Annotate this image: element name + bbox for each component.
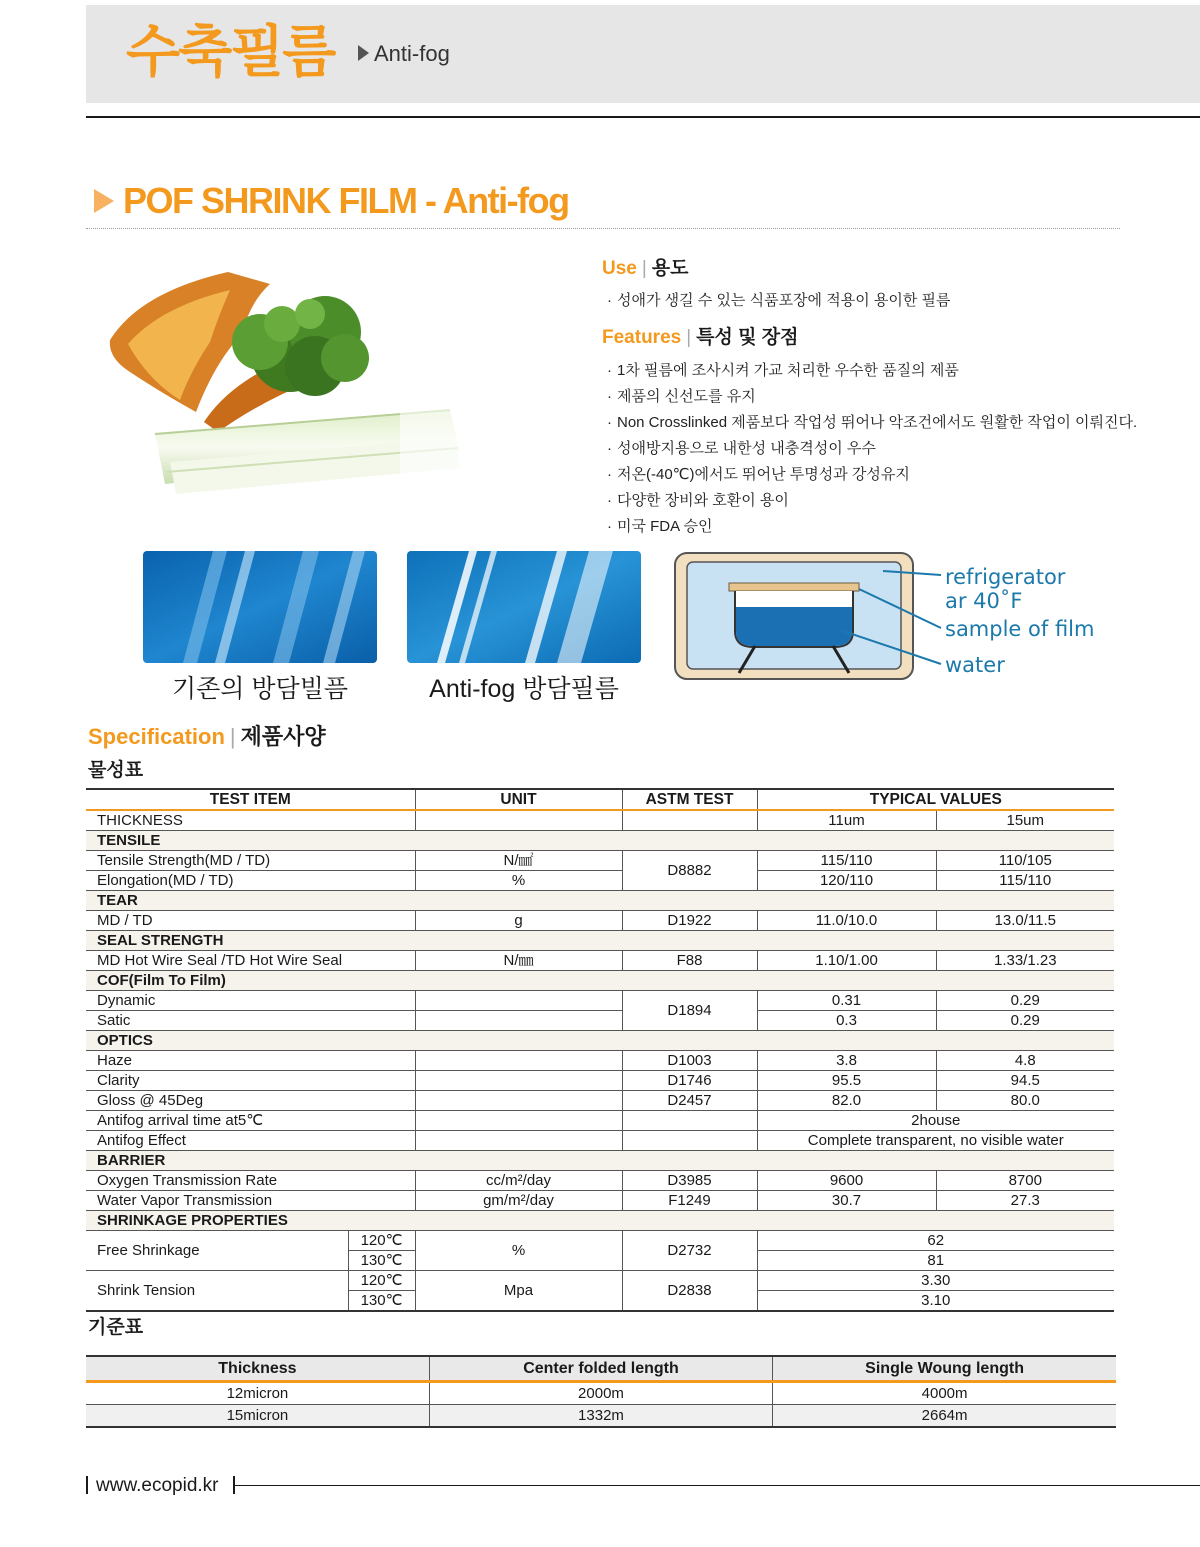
- table-header-row: Thickness Center folded length Single Woung length: [86, 1356, 1116, 1382]
- use-heading: Use | 용도: [602, 258, 689, 279]
- header-astm: ASTM TEST: [622, 789, 757, 810]
- table-row: Haze D1003 3.8 4.8: [86, 1051, 1114, 1071]
- table-category-row: TENSILE: [86, 831, 1114, 851]
- use-heading-en: Use: [602, 258, 637, 279]
- feature-item: · 제품의 신선도를 유지: [607, 387, 756, 407]
- header-typical-values: TYPICAL VALUES: [757, 789, 1114, 810]
- features-heading-en: Features: [602, 327, 682, 348]
- page-title: 수축필름: [126, 20, 335, 85]
- table-row: Free Shrinkage 120℃ % D2732 62: [86, 1231, 1114, 1251]
- table-category-row: SEAL STRENGTH: [86, 931, 1114, 951]
- table-row: 130℃ 3.10: [86, 1291, 1114, 1312]
- triangle-right-icon: [94, 189, 114, 213]
- vegetables-photo: [100, 262, 500, 502]
- section-title: POF SHRINK FILM - Anti-fog: [123, 180, 569, 221]
- use-item: · 성애가 생길 수 있는 식품포장에 적용이 용이한 필름: [607, 291, 950, 311]
- spec-heading-kr: 제품사양: [240, 724, 326, 749]
- conventional-film-caption: 기존의 방담빌픔: [172, 675, 348, 703]
- antifog-film-caption: Anti-fog 방담필름: [429, 675, 619, 703]
- standards-table: [86, 1355, 1116, 1428]
- refrigerator-diagram: [673, 551, 963, 683]
- spec-heading-en: Specification: [88, 724, 225, 749]
- table-category-row: OPTICS: [86, 1031, 1114, 1051]
- table-row: Gloss @ 45Deg D2457 82.0 80.0: [86, 1091, 1114, 1111]
- table-row: Dynamic D1894 0.31 0.29: [86, 991, 1114, 1011]
- table-row: Water Vapor Transmission gm/m²/day F1249 30.7 27.3: [86, 1191, 1114, 1211]
- conventional-film-image: [143, 551, 377, 663]
- table-category-row: TEAR: [86, 891, 1114, 911]
- table-category-row: COF(Film To Film): [86, 971, 1114, 991]
- table-row: Oxygen Transmission Rate cc/m²/day D3985 9600 8700: [86, 1171, 1114, 1191]
- table-row: Clarity D1746 95.5 94.5: [86, 1071, 1114, 1091]
- diagram-label-sample: sample of film: [945, 617, 1095, 641]
- table-row: Shrink Tension 120℃ Mpa D2838 3.30: [86, 1271, 1114, 1291]
- table-row: Satic 0.3 0.29: [86, 1011, 1114, 1031]
- feature-item: · 미국 FDA 승인: [607, 517, 712, 537]
- feature-item: · Non Crosslinked 제품보다 작업성 뛰어나 악조건에서도 원활한 작업이 이뤄진다.: [607, 413, 1137, 433]
- table-row: Antifog Effect Complete transparent, no visible water: [86, 1131, 1114, 1151]
- table-row: Tensile Strength(MD / TD) N/㎟ D8882 115/110 110/105: [86, 851, 1114, 871]
- table-category-row: SHRINKAGE PROPERTIES: [86, 1211, 1114, 1231]
- table-row: 130℃ 81: [86, 1251, 1114, 1271]
- table-row: MD / TD g D1922 11.0/10.0 13.0/11.5: [86, 911, 1114, 931]
- feature-item: · 1차 필름에 조사시켜 가교 처리한 우수한 품질의 제품: [607, 361, 959, 381]
- table-category-row: BARRIER: [86, 1151, 1114, 1171]
- feature-item: · 다양한 장비와 호환이 용이: [607, 491, 789, 511]
- diagram-label-refrigerator: refrigerator: [945, 565, 1066, 589]
- std-table-title: 기준표: [88, 1317, 144, 1338]
- footer-url: www.ecopid.kr: [96, 1475, 219, 1496]
- properties-table: [86, 788, 1114, 1312]
- section-divider: [86, 228, 1120, 229]
- diagram-label-temperature: ar 40˚F: [945, 589, 1023, 613]
- table-row: 12micron 2000m 4000m: [86, 1382, 1116, 1405]
- header-test-item: TEST ITEM: [86, 789, 415, 810]
- table-row: MD Hot Wire Seal /TD Hot Wire Seal N/㎜ F88 1.10/1.00 1.33/1.23: [86, 951, 1114, 971]
- table-row: Antifog arrival time at5℃ 2house: [86, 1111, 1114, 1131]
- features-heading: Features | 특성 및 장점: [602, 327, 799, 348]
- footer-rule: [235, 1485, 1200, 1486]
- table-row: 15micron 1332m 2664m: [86, 1405, 1116, 1428]
- header-rule: [86, 116, 1200, 118]
- footer-bar: [86, 1476, 88, 1494]
- feature-item: · 저온(-40℃)에서도 뛰어난 투명성과 강성유지: [607, 465, 910, 485]
- triangle-right-icon: [358, 45, 369, 61]
- table-header-row: [86, 789, 1114, 810]
- page-subtitle: Anti-fog: [374, 41, 450, 66]
- spec-heading: Specification | 제품사양: [88, 724, 326, 749]
- diagram-label-water: water: [945, 653, 1005, 677]
- header-unit: UNIT: [415, 789, 622, 810]
- props-table-title: 물성표: [88, 760, 144, 781]
- antifog-film-image: [407, 551, 641, 663]
- feature-item: · 성애방지용으로 내한성 내충격성이 우수: [607, 439, 876, 459]
- table-row: THICKNESS 11um 15um: [86, 810, 1114, 831]
- features-heading-kr: 특성 및 장점: [696, 327, 799, 348]
- use-heading-kr: 용도: [651, 258, 689, 279]
- table-row: Elongation(MD / TD) % 120/110 115/110: [86, 871, 1114, 891]
